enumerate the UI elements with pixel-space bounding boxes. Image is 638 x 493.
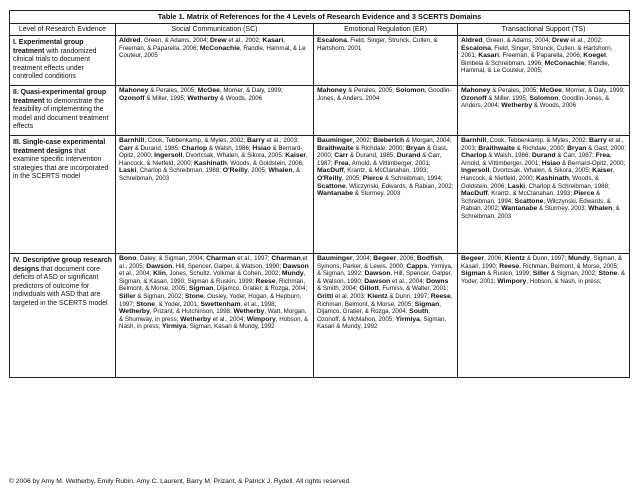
reference-detail: , Dvortcsak, Whalen, & Sikora, 2005; — [182, 152, 286, 160]
reference-detail: & Richdale, 2000; — [353, 144, 406, 152]
reference-detail: , Prizant, & Hutchinson, 1998; — [149, 308, 234, 316]
reference-detail: , Krantz, & McClanahan, 1993; — [487, 190, 574, 198]
reference-author: Dawson — [282, 262, 309, 270]
reference-detail: & Gast, 2000; — [317, 144, 448, 160]
reference-detail: , Green, & Adams, 2004; — [482, 37, 553, 44]
reference-detail: et al. 2003; — [333, 292, 368, 300]
reference-author: Frea — [595, 152, 610, 160]
reference-detail: & Woods, 2006 — [218, 94, 263, 102]
reference-author: Barry — [247, 136, 265, 144]
reference-author: Laski — [119, 167, 137, 175]
reference-detail: , 2005; — [342, 174, 363, 182]
reference-author: Wantanabe — [317, 190, 354, 198]
reference-author: Solomon — [395, 87, 425, 94]
reference-author: Yirmiya — [162, 323, 187, 331]
reference-detail: , Morrier, & Daly, 1999; — [561, 87, 625, 94]
reference-author: Downs — [426, 277, 449, 285]
reference-detail: , Charlop & Schreibman, 1988; — [136, 167, 223, 175]
reference-detail: , Wilczynski, Edwards, & Rabian, 2002; — [461, 197, 611, 213]
reference-author: O'Reilly — [222, 167, 248, 175]
reference-detail: & Bernard-Opitz, 2000; — [560, 159, 626, 167]
reference-author: Begeer — [373, 254, 397, 262]
level-description: that examine specific intervention strategies that are incorporated in the SCERTS model — [13, 147, 109, 181]
reference-detail: et al., 1997; — [235, 254, 272, 262]
reference-detail: , 2004; — [352, 254, 374, 262]
table-row — [10, 36, 630, 86]
reference-detail: , Woods, & Goldstein, 2006; — [226, 159, 304, 167]
reference-author: Bauminger — [317, 136, 353, 144]
reference-author: Bieberich — [373, 136, 405, 144]
reference-detail: , Bimbela & Schreibman, 1996; — [461, 52, 608, 67]
reference-author: Frea — [334, 159, 349, 167]
header-transactional-support: Transactional Support (TS) — [458, 24, 630, 36]
reference-detail: , Arnold, & Vittimberger, 2001; — [348, 159, 431, 167]
reference-detail: et al., 2004; — [119, 270, 154, 278]
reference-detail: & Carr, 1987; — [317, 152, 442, 167]
reference-detail: , Goodlin-Jones, & Anders, 2004 — [317, 87, 452, 102]
reference-author: Bono — [119, 254, 137, 262]
reference-author: Mahoney — [119, 87, 149, 94]
reference-detail: , & Yoder, 2001; — [461, 270, 625, 285]
reference-author: Mundy — [568, 254, 591, 262]
reference-detail: & Sturmey, 2003 — [353, 190, 401, 198]
reference-detail: , Arnold, & Vittimberger, 2001; — [461, 152, 612, 167]
reference-author: Mahoney — [461, 87, 491, 94]
reference-detail: et al., 2002; — [568, 37, 603, 44]
reference-detail: & Woods, 2006 — [532, 102, 577, 110]
reference-detail: , Krantz, & McClanahan, 1993; — [343, 167, 429, 175]
reference-author: Ozonoff — [461, 94, 487, 102]
reference-author: Sigman — [461, 270, 486, 278]
reference-author: Kaiser — [592, 167, 613, 175]
reference-detail: & Richdale, 2000; — [514, 144, 568, 152]
reference-detail: , Hill, Spencer, Galper, & Watson, 1990; — [172, 262, 283, 270]
reference-detail: & Morgan, 2004; — [404, 136, 452, 144]
social-communication-cell — [116, 135, 314, 253]
reference-author: Reese — [499, 262, 520, 270]
reference-detail: , Dijamco, Gratier, & Rozga, 2004; — [213, 285, 308, 293]
reference-author: Drew — [552, 37, 569, 44]
reference-author: Kashinath — [193, 159, 227, 167]
reference-author: Laski — [507, 182, 526, 190]
reference-detail: & Smith, 2004; — [317, 285, 360, 293]
reference-detail: , Randle, Hammal, & Le Couteur, 2005; — [461, 59, 610, 75]
reference-author: Bauminger — [317, 254, 353, 262]
reference-detail: & Bernard-Opitz, 2000; — [119, 144, 303, 160]
reference-detail: , Freeman, & Paparella, 2006; — [119, 37, 285, 52]
level-cell — [10, 86, 116, 136]
reference-detail: , Charlop & Schreibman, 1988; — [525, 182, 610, 190]
reference-author: Braithwaite — [478, 144, 515, 152]
reference-author: Charlop — [461, 152, 487, 160]
reference-author: McConachie — [544, 59, 585, 67]
reference-author: Barnhill — [461, 136, 487, 144]
header-social-communication: Social Communication (SC) — [116, 24, 314, 36]
reference-author: Braithwaite — [317, 144, 354, 152]
reference-author: Gillott — [359, 285, 379, 293]
reference-author: Kashinath — [535, 174, 569, 182]
reference-author: Hsiao — [252, 144, 271, 152]
reference-author: Sigman — [188, 285, 214, 293]
reference-author: Mahoney — [317, 87, 347, 94]
reference-detail: , Ousley, Yoder, Hogan, & Hepburn, 1997; — [119, 292, 302, 308]
reference-author: Ozonoff — [119, 94, 145, 102]
reference-detail: , Jones, Schultz, Volkmar & Cohen, 2002; — [165, 270, 282, 278]
reference-author: Dawson — [364, 277, 391, 285]
reference-detail: , 2002; — [352, 136, 374, 144]
reference-detail: & Walsh, 1986; — [207, 144, 253, 152]
table-row — [10, 135, 630, 253]
reference-author: South — [409, 308, 429, 316]
reference-author: Escalona — [461, 44, 491, 52]
emotional-regulation-cell — [314, 253, 458, 377]
level-description: with randomized clinical trials to document treatment effects under controlled conditions — [13, 47, 97, 81]
reference-author: Kasari — [262, 37, 284, 44]
reference-author: MacDuff — [317, 167, 344, 175]
reference-author: Carr — [334, 152, 349, 160]
reference-author: Klin — [153, 270, 166, 278]
reference-author: Durand — [396, 152, 421, 160]
reference-author: Reese — [255, 277, 276, 285]
emotional-regulation-cell — [314, 36, 458, 86]
reference-detail: , Dvortcsak, Whalen, & Sikora, 2005; — [489, 167, 593, 175]
reference-detail: & Durand, 1985; — [132, 144, 182, 152]
reference-author: Scattone — [317, 182, 346, 190]
reference-author: Stone — [184, 292, 204, 300]
transactional-support-cell — [458, 253, 630, 377]
reference-author: Whalen — [268, 167, 293, 175]
level-cell — [10, 253, 116, 377]
reference-detail: , Freeman, & Paparella, 2006; — [499, 52, 584, 60]
level-title: IV. Descriptive group research designs — [13, 256, 112, 273]
reference-detail: , Sigman, & Kasari, 1990; — [461, 254, 622, 270]
reference-author: Whalen — [588, 205, 613, 213]
level-description: that document core deficits of ASD or significant predictors of outcome for individuals with ASD that are targeted in the SCERTS model — [13, 265, 108, 307]
reference-author: Ingersoll — [154, 152, 183, 160]
reference-detail: & Perales, 2005; — [148, 87, 198, 94]
reference-detail: ,et al., 2005; — [119, 254, 308, 270]
reference-detail: , Yirmiya, & Sigman, 1992; — [317, 262, 453, 278]
reference-author: Dawson — [146, 262, 173, 270]
reference-detail: , Richman, Belmont, & Morse, 2005; — [317, 292, 453, 308]
level-title: II. Quasi-experimental group treatment — [13, 89, 107, 105]
reference-author: MacDuff — [461, 190, 488, 198]
reference-author: Begeer — [461, 254, 485, 262]
reference-detail: et al., 2004; — [390, 277, 427, 285]
reference-detail: & Perales, 2005; — [490, 87, 540, 94]
reference-author: Aldred — [461, 37, 483, 44]
reference-detail: , et al., 1998; — [240, 300, 277, 308]
reference-author: Sigman — [414, 300, 440, 308]
reference-author: Charman — [206, 254, 236, 262]
reference-detail: , Hobson, & Nash, in press; — [119, 315, 309, 331]
reference-author: Wetherby — [233, 308, 265, 316]
reference-detail: , & Schreibman, 2003 — [461, 205, 620, 220]
reference-detail: , Sigman, Kasari & Mundy, 1992 — [317, 315, 447, 331]
reference-author: Wimpory — [246, 315, 276, 323]
reference-detail: & Sigman, 2002; — [135, 292, 185, 300]
reference-author: Kientz — [367, 292, 388, 300]
reference-detail: , Field, Singer, Strunck, Cullen, & Hartshorn, 2001 — [317, 37, 438, 52]
table-title: Table 1. Matrix of References for the 4 Levels of Research Evidence and 3 SCERTS Domains — [10, 11, 630, 24]
reference-detail: & Ruskin, 1999; — [485, 270, 533, 278]
reference-author: Wimpory — [497, 277, 527, 285]
reference-detail: , Symons, Parker, & Lewis, 2000; — [317, 254, 444, 270]
reference-author: Durand — [531, 152, 556, 160]
reference-author: Stone — [598, 270, 618, 278]
reference-detail: et al., 2003; — [264, 136, 299, 144]
reference-author: Aldred — [119, 37, 141, 44]
reference-author: Koegel — [583, 52, 606, 60]
reference-detail: , Randle, Hammal, & Le Couteur, 2005 — [119, 44, 306, 60]
reference-detail: , Morrier, & Daly, 1999; — [219, 87, 283, 94]
reference-detail: , Dijamco, Gratier, & Rozga, 2004; — [317, 300, 441, 316]
reference-author: Kaiser — [285, 152, 307, 160]
reference-author: Gritti — [317, 292, 334, 300]
level-title: III. Single-case experimental treatment designs — [13, 138, 106, 155]
reference-detail: & Carr, 1987; — [555, 152, 596, 160]
reference-author: Drew — [210, 37, 227, 44]
reference-detail: , Hill, Spencer, Galper, & Watson, 1990; — [317, 270, 453, 285]
reference-author: Escalona — [317, 37, 347, 44]
reference-detail: & Sturmey, 2003; — [537, 205, 589, 213]
reference-author: Carr — [119, 144, 133, 152]
reference-author: Pierce — [573, 190, 595, 198]
social-communication-cell — [116, 86, 314, 136]
reference-author: Wetherby — [501, 102, 533, 110]
reference-detail: , Ozonoff, & McMahon, 2005; — [317, 308, 431, 323]
reference-detail: & Dunn, 1997; — [387, 292, 431, 300]
reference-detail: , Hancock, & Nietfeld, 2000; — [119, 152, 308, 167]
reference-author: Yirmiya — [395, 315, 420, 323]
reference-author: O'Reilly — [317, 174, 343, 182]
reference-detail: & Sigman, 2002; — [549, 270, 599, 278]
reference-author: Charlop — [181, 144, 208, 152]
reference-detail: & Walsh, 1986; — [486, 152, 532, 160]
reference-detail: , Wilczynski, Edwards, & Rabian, 2002; — [345, 182, 454, 190]
reference-detail: et al., 2004; — [210, 315, 247, 323]
reference-author: Capps — [406, 262, 428, 270]
reference-detail: , 2006; — [484, 254, 505, 262]
reference-author: Swettenham — [200, 300, 241, 308]
reference-author: Solomon — [529, 94, 559, 102]
header-row — [10, 24, 630, 36]
social-communication-cell — [116, 36, 314, 86]
reference-author: Wantanabe — [501, 205, 538, 213]
reference-detail: , Goodlin-Jones, & Anders, 2004; — [461, 94, 610, 110]
reference-detail: , Sigman, & Kasari, 1990; Sigman & Ruskin, 1999; — [119, 270, 306, 285]
reference-author: Kasari — [478, 52, 499, 60]
header-emotional-regulation: Emotional Regulation (ER) — [314, 24, 458, 36]
reference-detail: & Perales, 2005; — [346, 87, 396, 94]
table-row — [10, 86, 630, 136]
reference-detail: , Furniss, & Walter, 2001; — [378, 285, 449, 293]
level-cell — [10, 135, 116, 253]
reference-author: Wetherby — [187, 94, 219, 102]
reference-detail: & Miller, 1995; — [144, 94, 188, 102]
reference-author: Wetherby — [119, 308, 150, 316]
reference-author: Mundy — [281, 270, 304, 278]
reference-detail: , Cook, Tebbenkamp, & Myles, 2002; — [144, 136, 248, 144]
emotional-regulation-cell — [314, 86, 458, 136]
reference-author: Dawson — [364, 270, 391, 278]
reference-detail: et al., 2002; — [226, 37, 263, 44]
reference-author: Pierce — [362, 174, 384, 182]
reference-detail: & Schreibman, 1994; — [461, 190, 601, 205]
reference-author: Scattone — [514, 197, 544, 205]
reference-detail: , Daley, & Sigman, 2004; — [136, 254, 207, 262]
copyright-footer: © 2006 by Amy M. Wetherby, Emily Rubin, Amy C. Laurent, Barry M. Prizant, & Patrick J. Rydell. All rights reserved. — [9, 478, 352, 485]
reference-detail: , Watt, Morgan, & Shumway, in press; — [119, 308, 307, 323]
reference-author: Bodfish — [416, 254, 443, 262]
reference-author: McConachie — [199, 44, 240, 52]
reference-author: Barry — [589, 136, 607, 144]
reference-detail: , Richman, Belmont, & Morse, 2005; — [519, 262, 619, 270]
matrix-table-wrapper — [9, 10, 629, 378]
reference-author: Ingersoll — [461, 167, 490, 175]
reference-detail: , & Yoder, 2001; — [155, 300, 201, 308]
reference-detail: , Green, & Adams, 2004; — [140, 37, 211, 44]
header-level: Level of Research Evidence — [10, 24, 116, 36]
reference-detail: , 2005; — [247, 167, 269, 175]
table-title-row — [10, 11, 630, 24]
social-communication-cell — [116, 253, 314, 377]
transactional-support-cell — [458, 86, 630, 136]
reference-detail: & Gast, 2000; — [586, 144, 626, 152]
reference-detail: , Richman, Belmont, & Morse, 2005; — [119, 277, 306, 293]
reference-detail: & Miller, 1995; — [486, 94, 530, 102]
reference-detail: , Hancock, & Nietfeld, 2000; — [461, 167, 615, 182]
reference-author: Wetherby — [180, 315, 211, 323]
reference-detail: et al., 2003; — [461, 136, 624, 152]
reference-detail: , Woods, & Goldstein, 2006; — [461, 174, 599, 190]
reference-author: Charman — [271, 254, 301, 262]
reference-detail: & Durand, 1985; — [348, 152, 397, 160]
reference-detail: , Hobson, & Nash, in press; — [526, 277, 602, 285]
reference-detail: , 2006; — [396, 254, 417, 262]
reference-author: Barnhill — [119, 136, 145, 144]
reference-author: Kientz — [504, 254, 526, 262]
references-matrix-table — [9, 10, 630, 378]
table-row — [10, 253, 630, 377]
reference-detail: , & Schreibman, 2003 — [119, 167, 301, 182]
reference-detail: , Field, Singer, Strunck, Cullen, & Hartshorn, 2001; — [461, 44, 613, 60]
level-title: I. Experimental group treatment — [13, 39, 84, 55]
reference-author: Bryan — [405, 144, 426, 152]
reference-author: Siller — [532, 270, 550, 278]
reference-detail: , Sigman, Kasari & Mundy, 1992 — [186, 323, 275, 331]
reference-detail: & Dunn, 1997; — [525, 254, 569, 262]
level-description: to demonstrate the feasibility of implementing the model and document treatment effects — [13, 97, 109, 131]
reference-author: Hsiao — [541, 159, 561, 167]
reference-detail: & Schreibman, 1994; — [383, 174, 443, 182]
reference-author: Reese — [430, 292, 451, 300]
transactional-support-cell — [458, 36, 630, 86]
emotional-regulation-cell — [314, 135, 458, 253]
reference-detail: , Cook, Tebbenkamp, & Myles, 2002; — [486, 136, 590, 144]
transactional-support-cell — [458, 135, 630, 253]
level-cell — [10, 36, 116, 86]
reference-author: Bryan — [567, 144, 587, 152]
reference-author: Siller — [119, 292, 136, 300]
reference-author: McGee — [197, 87, 220, 94]
reference-author: McGee — [539, 87, 562, 94]
reference-author: Stone — [136, 300, 156, 308]
